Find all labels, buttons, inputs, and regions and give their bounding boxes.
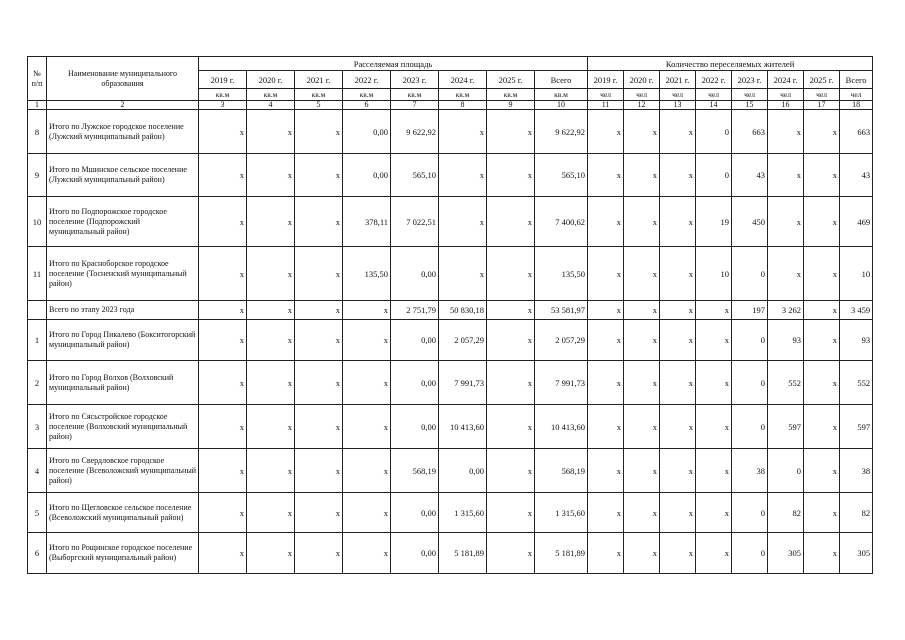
people-value-cell: x xyxy=(588,449,624,493)
people-value-cell: 0 xyxy=(732,533,768,574)
resettlement-table xyxy=(27,56,873,574)
area-value-cell: 7 022,51 xyxy=(391,197,439,247)
people-value-cell: x xyxy=(660,154,696,197)
people-value-cell: 0 xyxy=(732,405,768,449)
area-value-cell: 7 991,73 xyxy=(535,361,588,405)
people-value-cell: x xyxy=(588,533,624,574)
area-year-header: 2024 г. xyxy=(439,71,487,89)
people-year-header: 2022 г. xyxy=(696,71,732,89)
people-value-cell: x xyxy=(588,197,624,247)
area-value-cell: 0,00 xyxy=(391,405,439,449)
area-value-cell: x xyxy=(199,247,247,301)
column-number: 18 xyxy=(840,101,873,110)
area-value-cell: 1 315,60 xyxy=(535,493,588,533)
people-value-cell: x xyxy=(660,405,696,449)
area-value-cell: x xyxy=(295,301,343,320)
people-value-cell: 0 xyxy=(732,320,768,361)
people-value-cell: x xyxy=(696,405,732,449)
area-value-cell: x xyxy=(247,320,295,361)
table-row xyxy=(28,110,873,154)
column-number: 7 xyxy=(391,101,439,110)
people-value-cell: x xyxy=(624,405,660,449)
people-value-cell: x xyxy=(624,533,660,574)
area-value-cell: 2 057,29 xyxy=(439,320,487,361)
area-value-cell: x xyxy=(487,247,535,301)
people-value-cell: x xyxy=(660,110,696,154)
area-year-header: 2021 г. xyxy=(295,71,343,89)
row-number: 10 xyxy=(28,197,47,247)
row-number: 6 xyxy=(28,533,47,574)
area-value-cell: x xyxy=(439,154,487,197)
area-value-cell: x xyxy=(199,533,247,574)
people-value-cell: 43 xyxy=(732,154,768,197)
people-value-cell: 38 xyxy=(840,449,873,493)
people-value-cell: x xyxy=(768,110,804,154)
area-value-cell: 5 181,89 xyxy=(439,533,487,574)
people-year-header: 2023 г. xyxy=(732,71,768,89)
column-number: 13 xyxy=(660,101,696,110)
people-value-cell: x xyxy=(804,533,840,574)
people-value-cell: x xyxy=(804,320,840,361)
column-number: 4 xyxy=(247,101,295,110)
area-value-cell: x xyxy=(199,301,247,320)
people-value-cell: 3 262 xyxy=(768,301,804,320)
people-value-cell: 93 xyxy=(768,320,804,361)
row-number: 9 xyxy=(28,154,47,197)
area-value-cell: x xyxy=(343,533,391,574)
row-number xyxy=(28,301,47,320)
area-value-cell: 2 057,29 xyxy=(535,320,588,361)
people-value-cell: x xyxy=(804,449,840,493)
area-value-cell: x xyxy=(295,110,343,154)
people-value-cell: x xyxy=(624,247,660,301)
people-value-cell: x xyxy=(696,320,732,361)
area-value-cell: 0,00 xyxy=(391,320,439,361)
area-value-cell: x xyxy=(295,405,343,449)
municipality-name: Итого по Подпорожское городское поселение (Подпорожский муниципальный район) xyxy=(47,197,199,247)
area-value-cell: 0,00 xyxy=(391,361,439,405)
municipality-name: Итого по Щегловское сельское поселение (Всеволожский муниципальный район) xyxy=(47,493,199,533)
area-value-cell: 50 830,18 xyxy=(439,301,487,320)
unit-area: кв.м xyxy=(343,89,391,101)
people-value-cell: x xyxy=(660,533,696,574)
row-number: 11 xyxy=(28,247,47,301)
header-area-group: Расселяемая площадь xyxy=(199,57,588,71)
area-year-header: 2019 г. xyxy=(199,71,247,89)
area-value-cell: x xyxy=(439,247,487,301)
area-year-header: 2022 г. xyxy=(343,71,391,89)
area-value-cell: x xyxy=(247,110,295,154)
people-value-cell: x xyxy=(768,247,804,301)
area-value-cell: 0,00 xyxy=(343,110,391,154)
area-value-cell: x xyxy=(343,449,391,493)
people-value-cell: 19 xyxy=(696,197,732,247)
area-value-cell: x xyxy=(199,110,247,154)
table-row xyxy=(28,493,873,533)
area-value-cell: x xyxy=(439,110,487,154)
column-number: 17 xyxy=(804,101,840,110)
area-value-cell: x xyxy=(487,154,535,197)
area-value-cell: x xyxy=(487,493,535,533)
people-value-cell: x xyxy=(804,301,840,320)
column-number: 16 xyxy=(768,101,804,110)
area-value-cell: x xyxy=(487,301,535,320)
unit-area: кв.м xyxy=(295,89,343,101)
municipality-name: Итого по Город Пикалево (Бокситогорский муниципальный район) xyxy=(47,320,199,361)
area-value-cell: 2 751,79 xyxy=(391,301,439,320)
header-people-group: Количество переселяемых жителей xyxy=(588,57,873,71)
unit-people: чел xyxy=(660,89,696,101)
row-number: 4 xyxy=(28,449,47,493)
people-year-header: 2024 г. xyxy=(768,71,804,89)
unit-area: кв.м xyxy=(487,89,535,101)
row-number: 3 xyxy=(28,405,47,449)
people-value-cell: x xyxy=(624,449,660,493)
unit-people: чел xyxy=(732,89,768,101)
people-value-cell: x xyxy=(624,301,660,320)
area-value-cell: x xyxy=(247,197,295,247)
people-value-cell: 450 xyxy=(732,197,768,247)
people-value-cell: x xyxy=(624,493,660,533)
area-value-cell: 135,50 xyxy=(535,247,588,301)
header-name: Наименование муниципального образования xyxy=(47,57,199,101)
table-row xyxy=(28,247,873,301)
area-value-cell: x xyxy=(343,320,391,361)
area-value-cell: x xyxy=(199,320,247,361)
table-row xyxy=(28,320,873,361)
column-number: 1 xyxy=(28,101,47,110)
municipality-name: Итого по Свердловское городское поселение (Всеволожский муниципальный район) xyxy=(47,449,199,493)
area-value-cell: x xyxy=(343,361,391,405)
area-value-cell: 10 413,60 xyxy=(439,405,487,449)
area-year-header: 2025 г. xyxy=(487,71,535,89)
municipality-name: Итого по Лужское городское поселение (Лужский муниципальный район) xyxy=(47,110,199,154)
area-value-cell: x xyxy=(247,405,295,449)
area-value-cell: 7 991,73 xyxy=(439,361,487,405)
people-value-cell: x xyxy=(768,197,804,247)
people-value-cell: 10 xyxy=(840,247,873,301)
people-value-cell: x xyxy=(696,533,732,574)
people-value-cell: 0 xyxy=(768,449,804,493)
area-value-cell: x xyxy=(487,110,535,154)
area-value-cell: x xyxy=(295,449,343,493)
area-value-cell: x xyxy=(487,320,535,361)
people-value-cell: x xyxy=(804,247,840,301)
column-number: 2 xyxy=(47,101,199,110)
area-value-cell: x xyxy=(199,493,247,533)
area-value-cell: x xyxy=(247,493,295,533)
people-value-cell: 0 xyxy=(732,247,768,301)
column-number: 5 xyxy=(295,101,343,110)
table-row xyxy=(28,533,873,574)
people-value-cell: x xyxy=(804,361,840,405)
area-value-cell: x xyxy=(199,361,247,405)
area-value-cell: x xyxy=(295,493,343,533)
area-value-cell: 565,10 xyxy=(535,154,588,197)
column-number: 10 xyxy=(535,101,588,110)
document-page xyxy=(27,56,873,574)
area-value-cell: x xyxy=(343,493,391,533)
area-value-cell: x xyxy=(295,320,343,361)
unit-people: чел xyxy=(840,89,873,101)
people-value-cell: 82 xyxy=(840,493,873,533)
people-value-cell: 552 xyxy=(768,361,804,405)
table-row xyxy=(28,361,873,405)
area-value-cell: x xyxy=(247,449,295,493)
people-value-cell: x xyxy=(660,320,696,361)
area-value-cell: x xyxy=(199,405,247,449)
people-value-cell: x xyxy=(660,361,696,405)
column-number: 15 xyxy=(732,101,768,110)
row-number: 1 xyxy=(28,320,47,361)
people-value-cell: x xyxy=(624,361,660,405)
area-value-cell: 135,50 xyxy=(343,247,391,301)
people-value-cell: 663 xyxy=(732,110,768,154)
people-value-cell: 43 xyxy=(840,154,873,197)
people-value-cell: 0 xyxy=(696,110,732,154)
area-value-cell: x xyxy=(343,405,391,449)
area-value-cell: 0,00 xyxy=(439,449,487,493)
column-number: 11 xyxy=(588,101,624,110)
column-number: 9 xyxy=(487,101,535,110)
table-row xyxy=(28,449,873,493)
people-value-cell: x xyxy=(804,405,840,449)
people-value-cell: 0 xyxy=(732,361,768,405)
people-year-header: 2020 г. xyxy=(624,71,660,89)
people-value-cell: x xyxy=(624,154,660,197)
unit-area: кв.м xyxy=(247,89,295,101)
municipality-name: Итого по Город Волхов (Волховский муниципальный район) xyxy=(47,361,199,405)
people-value-cell: 305 xyxy=(768,533,804,574)
area-value-cell: 378,11 xyxy=(343,197,391,247)
people-value-cell: 3 459 xyxy=(840,301,873,320)
people-value-cell: x xyxy=(588,405,624,449)
unit-people: чел xyxy=(696,89,732,101)
area-value-cell: 10 413,60 xyxy=(535,405,588,449)
area-value-cell: x xyxy=(487,197,535,247)
people-value-cell: x xyxy=(624,320,660,361)
area-value-cell: 0,00 xyxy=(391,533,439,574)
area-value-cell: 5 181,89 xyxy=(535,533,588,574)
row-number: 8 xyxy=(28,110,47,154)
people-value-cell: x xyxy=(588,154,624,197)
people-value-cell: x xyxy=(660,449,696,493)
municipality-name: Итого по Рощинское городское поселение (Выборгский муниципальный район) xyxy=(47,533,199,574)
people-value-cell: x xyxy=(588,320,624,361)
area-value-cell: x xyxy=(295,247,343,301)
municipality-name: Всего по этапу 2023 года xyxy=(47,301,199,320)
area-value-cell: x xyxy=(247,361,295,405)
unit-area: кв.м xyxy=(199,89,247,101)
area-value-cell: x xyxy=(199,449,247,493)
area-value-cell: 0,00 xyxy=(343,154,391,197)
municipality-name: Итого по Мшинское сельское поселение (Лужский муниципальный район) xyxy=(47,154,199,197)
area-year-header: 2020 г. xyxy=(247,71,295,89)
people-value-cell: x xyxy=(588,361,624,405)
column-number: 8 xyxy=(439,101,487,110)
people-value-cell: x xyxy=(660,247,696,301)
people-year-header: 2019 г. xyxy=(588,71,624,89)
table-header xyxy=(28,57,873,110)
area-value-cell: x xyxy=(199,197,247,247)
area-value-cell: 568,19 xyxy=(535,449,588,493)
people-value-cell: x xyxy=(696,493,732,533)
area-value-cell: x xyxy=(439,197,487,247)
people-value-cell: 10 xyxy=(696,247,732,301)
column-number: 12 xyxy=(624,101,660,110)
area-value-cell: 7 400,62 xyxy=(535,197,588,247)
area-value-cell: 0,00 xyxy=(391,247,439,301)
column-number: 3 xyxy=(199,101,247,110)
header-column-numbers xyxy=(28,101,873,110)
area-value-cell: x xyxy=(295,154,343,197)
area-value-cell: x xyxy=(487,533,535,574)
area-value-cell: 1 315,60 xyxy=(439,493,487,533)
unit-area: кв.м xyxy=(439,89,487,101)
area-value-cell: x xyxy=(199,154,247,197)
column-number: 14 xyxy=(696,101,732,110)
people-value-cell: x xyxy=(804,493,840,533)
people-year-header: 2021 г. xyxy=(660,71,696,89)
area-value-cell: x xyxy=(295,533,343,574)
area-value-cell: 568,19 xyxy=(391,449,439,493)
people-value-cell: 469 xyxy=(840,197,873,247)
area-value-cell: 9 622,92 xyxy=(391,110,439,154)
area-value-cell: 565,10 xyxy=(391,154,439,197)
people-value-cell: 663 xyxy=(840,110,873,154)
unit-people: чел xyxy=(804,89,840,101)
area-value-cell: x xyxy=(247,533,295,574)
area-value-cell: x xyxy=(487,405,535,449)
row-number: 2 xyxy=(28,361,47,405)
area-value-cell: 9 622,92 xyxy=(535,110,588,154)
people-value-cell: x xyxy=(624,110,660,154)
people-value-cell: 597 xyxy=(840,405,873,449)
unit-area: кв.м xyxy=(391,89,439,101)
people-value-cell: x xyxy=(588,110,624,154)
people-value-cell: 597 xyxy=(768,405,804,449)
people-value-cell: x xyxy=(804,110,840,154)
people-value-cell: x xyxy=(624,197,660,247)
people-value-cell: x xyxy=(696,361,732,405)
people-value-cell: x xyxy=(588,247,624,301)
area-value-cell: x xyxy=(247,301,295,320)
area-value-cell: x xyxy=(247,247,295,301)
people-value-cell: 305 xyxy=(840,533,873,574)
unit-people: чел xyxy=(768,89,804,101)
municipality-name: Итого по Сясьстройское городское поселение (Волховский муниципальный район) xyxy=(47,405,199,449)
people-value-cell: 93 xyxy=(840,320,873,361)
people-year-header: Всего xyxy=(840,71,873,89)
area-value-cell: 53 581,97 xyxy=(535,301,588,320)
area-value-cell: x xyxy=(295,197,343,247)
area-year-header: Всего xyxy=(535,71,588,89)
people-value-cell: 552 xyxy=(840,361,873,405)
column-number: 6 xyxy=(343,101,391,110)
table-row xyxy=(28,197,873,247)
people-value-cell: x xyxy=(660,197,696,247)
table-row xyxy=(28,154,873,197)
people-value-cell: x xyxy=(804,197,840,247)
municipality-name: Итого по Красноборское городское поселение (Тосненский муниципальный район) xyxy=(47,247,199,301)
people-value-cell: x xyxy=(804,154,840,197)
area-value-cell: 0,00 xyxy=(391,493,439,533)
area-value-cell: x xyxy=(295,361,343,405)
people-value-cell: x xyxy=(660,493,696,533)
people-value-cell: 38 xyxy=(732,449,768,493)
people-value-cell: 0 xyxy=(732,493,768,533)
area-value-cell: x xyxy=(247,154,295,197)
unit-people: чел xyxy=(624,89,660,101)
people-value-cell: 0 xyxy=(696,154,732,197)
people-value-cell: x xyxy=(768,154,804,197)
people-value-cell: 197 xyxy=(732,301,768,320)
header-num: № п/п xyxy=(28,57,47,101)
table-body xyxy=(28,110,873,574)
unit-area: кв.м xyxy=(535,89,588,101)
area-value-cell: x xyxy=(487,361,535,405)
row-number: 5 xyxy=(28,493,47,533)
unit-people: чел xyxy=(588,89,624,101)
area-value-cell: x xyxy=(487,449,535,493)
people-value-cell: x xyxy=(660,301,696,320)
people-value-cell: x xyxy=(696,449,732,493)
people-value-cell: 82 xyxy=(768,493,804,533)
table-row xyxy=(28,405,873,449)
table-row xyxy=(28,301,873,320)
people-value-cell: x xyxy=(696,301,732,320)
people-year-header: 2025 г. xyxy=(804,71,840,89)
people-value-cell: x xyxy=(588,301,624,320)
area-year-header: 2023 г. xyxy=(391,71,439,89)
people-value-cell: x xyxy=(588,493,624,533)
area-value-cell: x xyxy=(343,301,391,320)
